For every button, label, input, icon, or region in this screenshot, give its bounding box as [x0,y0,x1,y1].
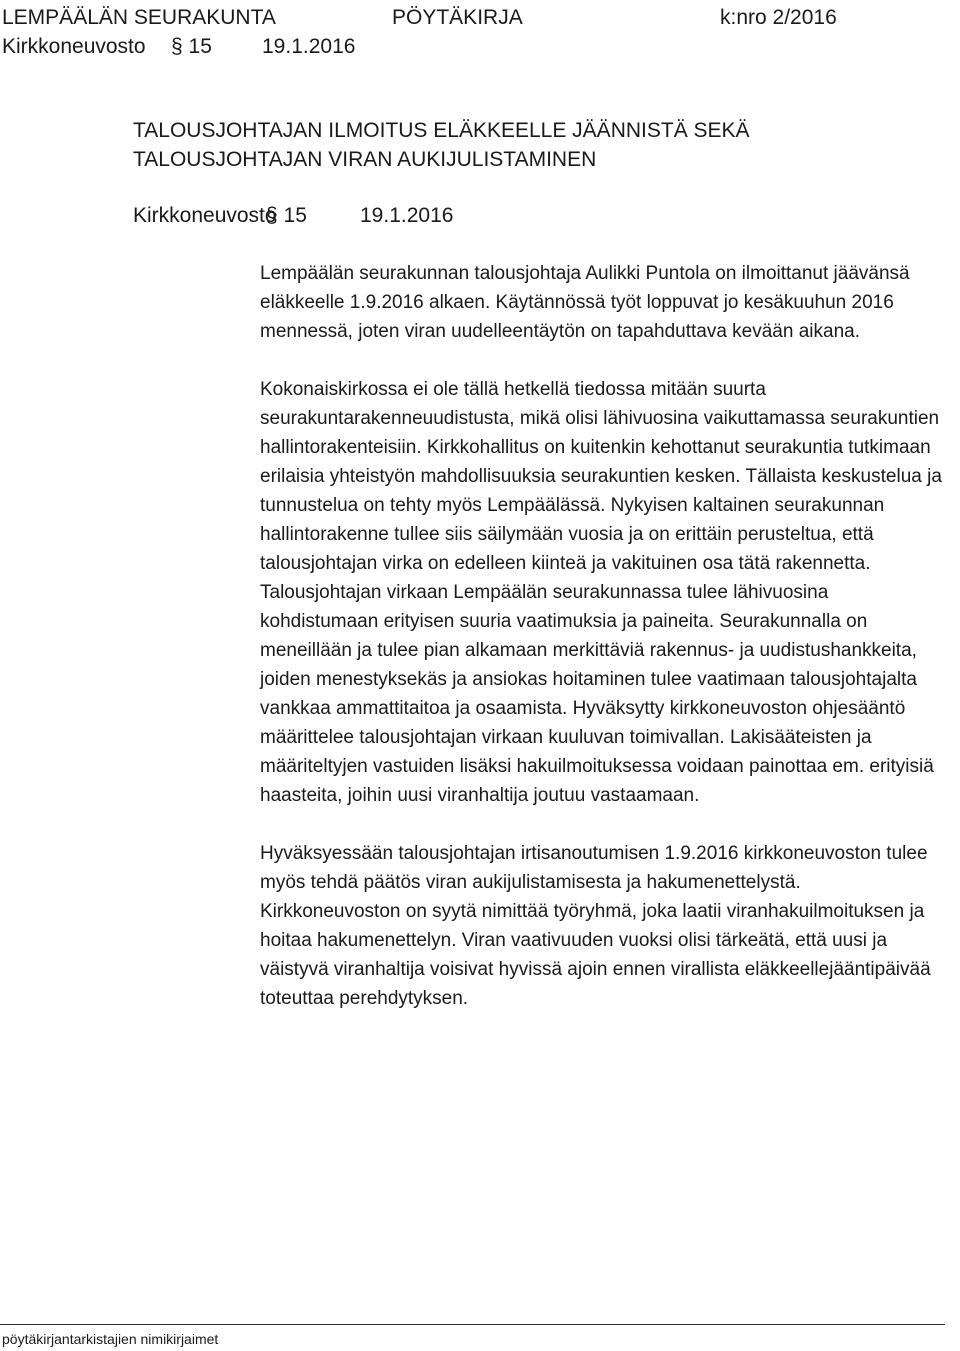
paragraph-3: Hyväksyessään talousjohtajan irtisanoutumisen 1.9.2016 kirkkoneuvoston tulee myös tehdä päätös viran aukijulistamisesta ja hakumenettelystä. Kirkkoneuvoston on syytä nimittää työryhmä, joka laatii viranhakuilmoituksen ja hoitaa hakumenettelyn. Viran vaativuuden vuoksi olisi tärkeätä, että uusi ja väistyvä viranhaltija voisivat hyvissä ajoin ennen virallista eläkkeellejääntipäivää toteuttaa perehdytyksen. [260,843,931,1009]
header-date: 19.1.2016 [262,35,356,58]
header-body: Kirkkoneuvosto [2,35,146,58]
paragraph-1: Lempäälän seurakunnan talousjohtaja Aulikki Puntola on ilmoittanut jäävänsä eläkkeelle 1.9.2016 alkaen. Käytännössä työt loppuvat jo kesäkuuhun 2016 mennessä, joten viran uudelleentäytön on tapahduttava kevään aikana. [260,263,910,342]
document-type: PÖYTÄKIRJA [392,6,523,29]
meeting-date: 19.1.2016 [360,204,454,227]
meeting-info [133,203,454,229]
document-number: k:nro 2/2016 [720,6,837,29]
header-section: § 15 [171,35,212,58]
body-text [260,259,945,1042]
title-line-2: TALOUSJOHTAJAN VIRAN AUKIJULISTAMINEN [133,148,597,171]
meeting-body: Kirkkoneuvosto [133,204,277,227]
organization-name: LEMPÄÄLÄN SEURAKUNTA [2,6,276,29]
document-title [133,116,750,174]
meeting-section: § 15 [266,204,307,227]
signatures-label: pöytäkirjantarkistajien nimikirjaimet [2,1331,219,1347]
footer-divider [0,1324,945,1325]
paragraph-2: Kokonaiskirkossa ei ole tällä hetkellä tiedossa mitään suurta seurakuntarakenneuudistusta, mikä olisi lähivuosina vaikuttamassa seurakuntien hallintorakenteisiin. Kirkkohallitus on kuitenkin kehottanut seurakuntia tutkimaan erilaisia yhteistyön mahdollisuuksia seurakuntien kesken. Tällaista keskustelua ja tunnustelua on tehty myös Lempäälässä. Nykyisen kaltainen seurakunnan hallintorakenne tullee siis säilymään vuosia ja on erittäin perusteltua, että talousjohtajan virka on edelleen kiinteä ja vakituinen osa tätä rakennetta. Talousjohtajan virkaan Lempäälän seurakunnassa tulee lähivuosina kohdistumaan erityisen suuria vaatimuksia ja paineita. Seurakunnalla on meneillään ja tulee pian alkamaan merkittäviä rakennus- ja uudistushankkeita, joiden menestyksekäs ja ansiokas hoitaminen tulee vaatimaan talousjohtajalta vankkaa ammattitaitoa ja osaamista. Hyväksytty kirkkoneuvoston ohjesääntö määrittelee talousjohtajan virkaan kuuluvan toimivallan. Lakisääteisten ja määriteltyjen vastuiden lisäksi hakuilmoituksessa voidaan painottaa em. erityisiä haasteita, joihin uusi viranhaltija joutuu vastaamaan. [260,379,942,806]
title-line-1: TALOUSJOHTAJAN ILMOITUS ELÄKKEELLE JÄÄNNISTÄ SEKÄ [133,119,750,142]
